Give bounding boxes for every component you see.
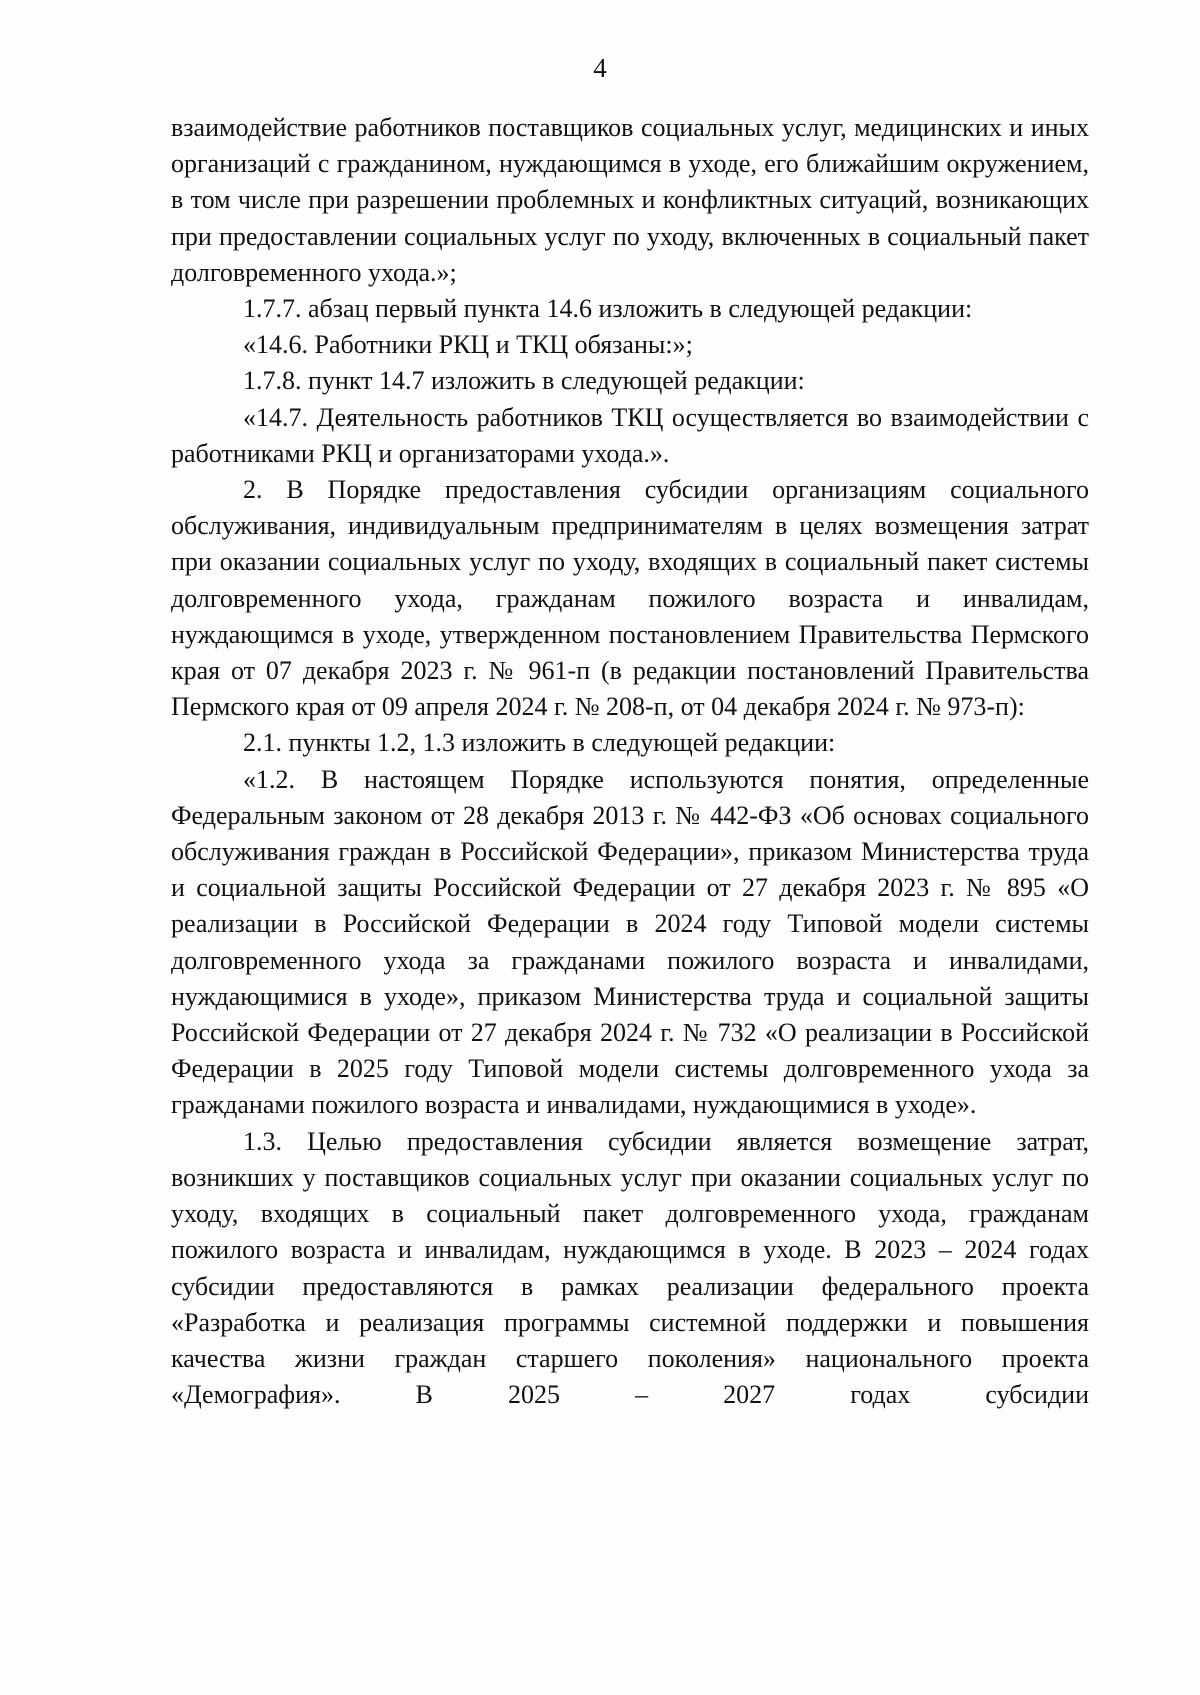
paragraph-1-2: «1.2. В настоящем Порядке используются понятия, определенные Федеральным законом от 28 декабря 2013 г. № 442-ФЗ «Об основах социального обслуживания граждан в Российской Федерации», приказом Министерства труда и социальной защиты Российской Федерации от 27 декабря 2023 г. № 895 «О реализации в Российской Федерации в 2024 году Типовой модели системы долговременного ухода за гражданами пожилого возраста и инвалидами, нуждающимися в уходе», приказом Министерства труда и социальной защиты Российской Федерации от 27 декабря 2024 г. № 732 «О реализации в Российской Федерации в 2025 году Типовой модели системы долговременного ухода за гражданами пожилого возраста и инвалидами, нуждающимися в уходе».	[171, 764, 1089, 1120]
paragraph-1-7-7: 1.7.7. абзац первый пункта 14.6 изложить в следующей редакции:	[243, 294, 973, 324]
paragraph-14-6: «14.6. Работники РКЦ и ТКЦ обязаны:»;	[243, 330, 693, 360]
document-body	[171, 110, 1089, 1413]
paragraph-1-7-8: 1.7.8. пункт 14.7 изложить в следующей редакции:	[243, 366, 805, 396]
paragraph-1-3: 1.3. Целью предоставления субсидии является возмещение затрат, возникших у поставщиков социальных услуг при оказании социальных услуг по уходу, входящих в социальный пакет долговременного ухода, гражданам пожилого возраста и инвалидам, нуждающимся в уходе. В 2023 – 2024 годах субсидии предоставляются в рамках реализации федерального проекта «Разработка и реализация программы системной поддержки и повышения качества жизни граждан старшего поколения» национального проекта «Демография». В 2025 – 2027 годах субсидии	[171, 1126, 1089, 1410]
paragraph-2-1: 2.1. пункты 1.2, 1.3 изложить в следующей редакции:	[243, 728, 836, 758]
paragraph-14-7: «14.7. Деятельность работников ТКЦ осуществляется во взаимодействии с работниками РКЦ и организаторами ухода.».	[171, 402, 1089, 468]
paragraph-continuation: взаимодействие работников поставщиков социальных услуг, медицинских и иных организаций с гражданином, нуждающимся в уходе, его ближайшим окружением, в том числе при разрешении проблемных и конфликтных ситуаций, возникающих при предоставлении социальных услуг по уходу, включенных в социальный пакет долговременного ухода.»;	[171, 113, 1089, 287]
page-number: 4	[593, 53, 607, 83]
paragraph-2: 2. В Порядке предоставления субсидии организациям социального обслуживания, индивидуальным предпринимателям в целях возмещения затрат при оказании социальных услуг по уходу, входящих в социальный пакет системы долговременного ухода, гражданам пожилого возраста и инвалидам, нуждающимся в уходе, утвержденном постановлением Правительства Пермского края от 07 декабря 2023 г. № 961-п (в редакции постановлений Правительства Пермского края от 09 апреля 2024 г. № 208-п, от 04 декабря 2024 г. № 973-п):	[171, 475, 1089, 722]
